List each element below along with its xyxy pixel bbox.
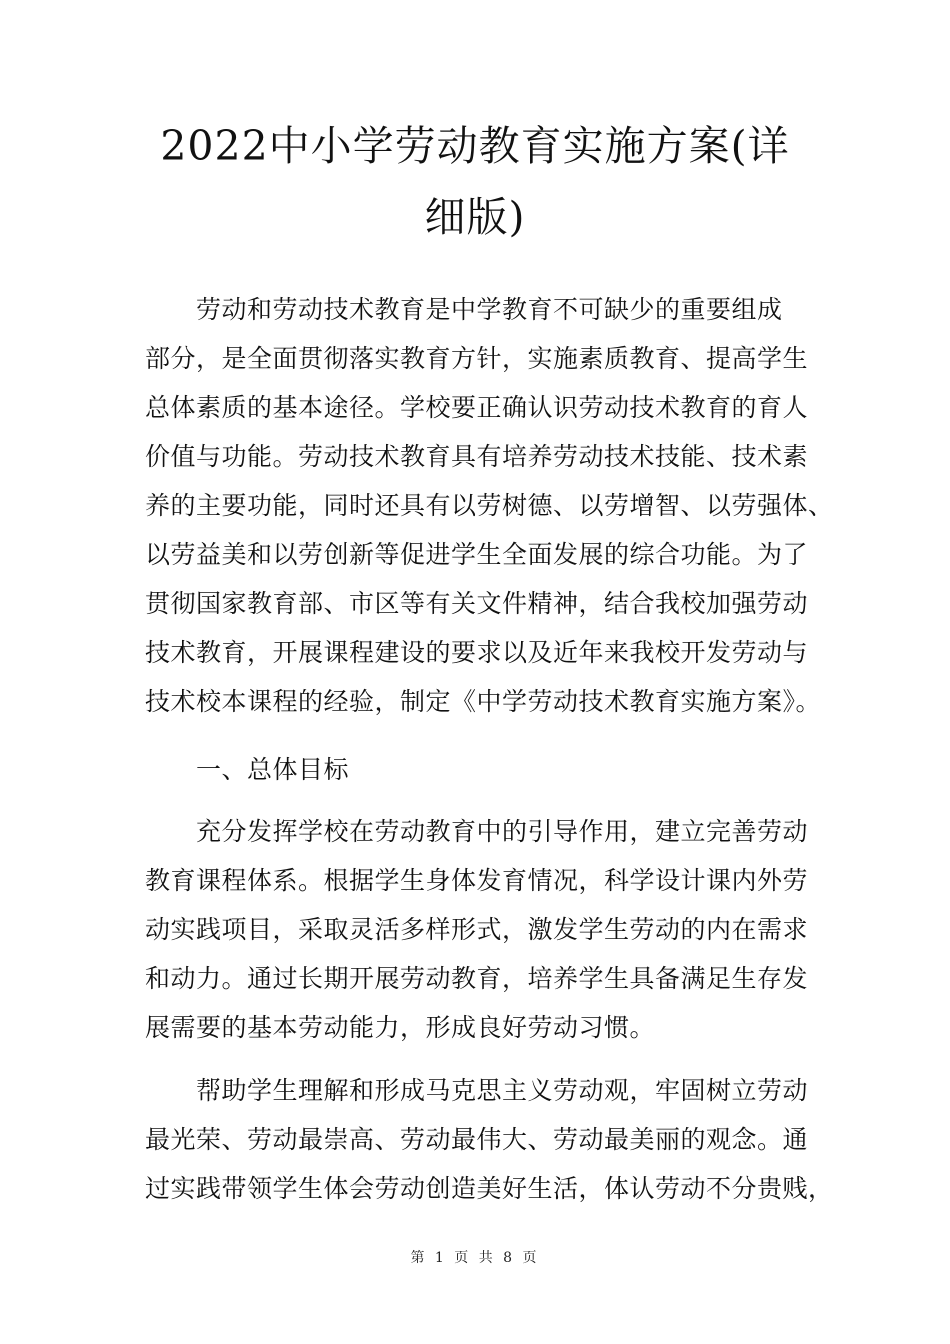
paragraph-2-line: 教育课程体系。根据学生身体发育情况，科学设计课内外劳 [145, 866, 809, 895]
paragraph-2-line: 和动力。通过长期开展劳动教育，培养学生具备满足生存发 [145, 964, 809, 993]
paragraph-2-line: 展需要的基本劳动能力，形成良好劳动习惯。 [145, 1013, 656, 1042]
paragraph-2-line: 动实践项目，采取灵活多样形式，激发学生劳动的内在需求 [145, 915, 809, 944]
paragraph-1-line: 劳动和劳动技术教育是中学教育不可缺少的重要组成 [196, 295, 783, 324]
page-number-footer: 第 1 页 共 8 页 [410, 1250, 540, 1266]
paragraph-1-line: 部分，是全面贯彻落实教育方针，实施素质教育、提高学生 [145, 344, 809, 373]
paragraph-1-line: 技术校本课程的经验，制定《中学劳动技术教育实施方案》。 [145, 687, 822, 716]
paragraph-1-line: 贯彻国家教育部、市区等有关文件精神，结合我校加强劳动 [145, 589, 809, 618]
paragraph-1-line: 养的主要功能，同时还具有以劳树德、以劳增智、以劳强体、 [145, 491, 834, 520]
document-title-line-2: 细版) [424, 193, 526, 241]
paragraph-3-line: 最光荣、劳动最崇高、劳动最伟大、劳动最美丽的观念。通 [145, 1125, 809, 1154]
paragraph-3-line: 过实践带领学生体会劳动创造美好生活，体认劳动不分贵贱， [145, 1174, 834, 1203]
paragraph-1-line: 技术教育，开展课程建设的要求以及近年来我校开发劳动与 [145, 638, 809, 667]
paragraph-1-line: 总体素质的基本途径。学校要正确认识劳动技术教育的育人 [145, 393, 809, 422]
paragraph-3-line: 帮助学生理解和形成马克思主义劳动观，牢固树立劳动 [196, 1076, 809, 1105]
section-heading: 一、总体目标 [196, 755, 350, 784]
paragraph-2-line: 充分发挥学校在劳动教育中的引导作用，建立完善劳动 [196, 817, 809, 846]
document-title-line-1: 2022中小学劳动教育实施方案(详 [160, 122, 790, 170]
paragraph-1-line: 以劳益美和以劳创新等促进学生全面发展的综合功能。为了 [145, 540, 809, 569]
paragraph-1-line: 价值与功能。劳动技术教育具有培养劳动技术技能、技术素 [145, 442, 809, 471]
